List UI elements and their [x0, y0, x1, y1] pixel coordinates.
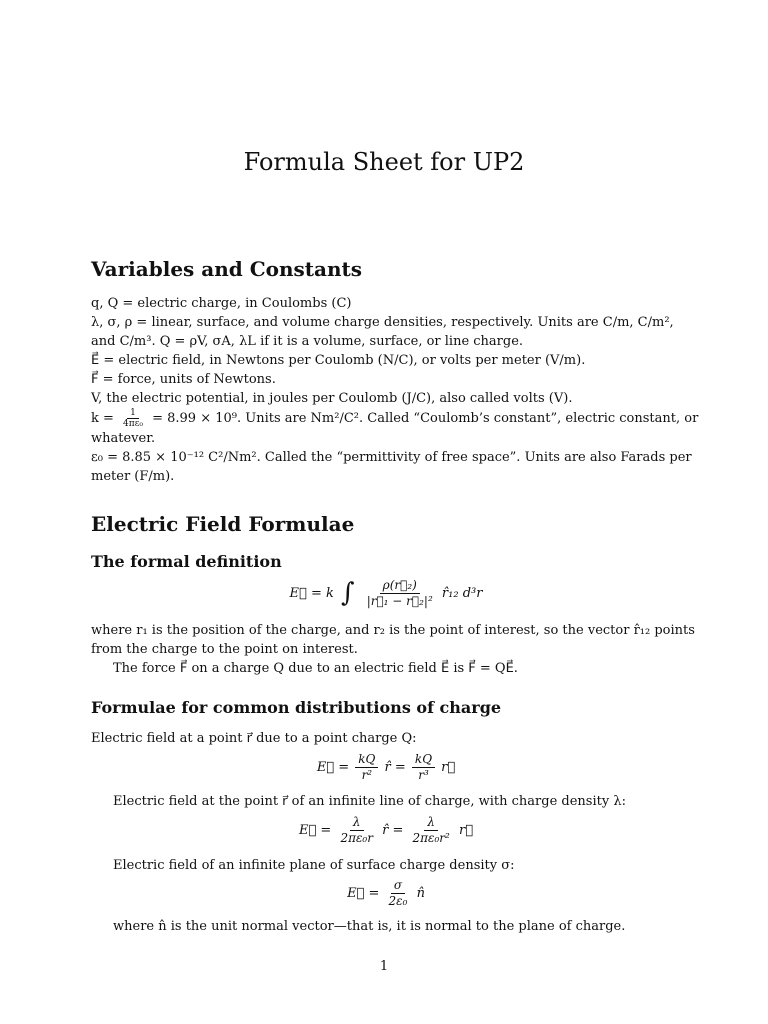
eq-fraction [337, 815, 376, 846]
k-value-text: = 8.99 × 10⁹. Units are Nm²/C². Called “Coulomb’s constant”, electric constant, or [152, 411, 699, 426]
k-fraction-numerator: 1 [127, 408, 139, 419]
eq-numerator: σ [391, 878, 405, 894]
line-charge-text: Electric field at the point r⃗ of an infinite line of charge, with charge density λ: [113, 794, 626, 809]
eq-numerator: ρ(r⃗₂) [380, 578, 420, 594]
text-line: from the charge to the point on interest. [91, 642, 358, 657]
text-line: ε₀ = 8.85 × 10⁻¹² C²/Nm². Called the “permittivity of free space”. Units are also Farads per [91, 450, 692, 465]
subheading-formal-definition: The formal definition [91, 552, 282, 571]
subheading-common-distributions: Formulae for common distributions of charge [91, 698, 502, 717]
coulomb-constant-line [91, 408, 699, 429]
formal-definition-equation [91, 578, 681, 609]
eq-fraction [386, 878, 411, 909]
text-line: and C/m³. Q = ρV, σA, λL if it is a volume, surface, or line charge. [91, 334, 524, 349]
eq-lhs: E⃗ = [299, 823, 332, 838]
eq-fraction [364, 578, 436, 609]
text-line: V, the electric potential, in joules per Coulomb (J/C), also called volts (V). [91, 391, 573, 406]
line-charge-equation [91, 815, 681, 846]
eq-lhs: E⃗ = k [289, 586, 334, 601]
section-heading-variables: Variables and Constants [91, 257, 363, 281]
text-line: q, Q = electric charge, in Coulombs (C) [91, 296, 352, 311]
eq-end: n̂ [416, 886, 425, 901]
section-heading-electric-field: Electric Field Formulae [91, 512, 355, 536]
point-charge-text: Electric field at a point r⃗ due to a point charge Q: [91, 731, 417, 746]
eq-mid: r̂ = [384, 760, 406, 775]
text-line: whatever. [91, 431, 156, 446]
eq-fraction [412, 752, 435, 783]
page-number: 1 [379, 959, 389, 974]
eq-fraction [410, 815, 453, 846]
eq-end: r⃗ [441, 760, 456, 775]
eq-numerator: λ [350, 815, 364, 831]
eq-lhs: E⃗ = [347, 886, 380, 901]
plane-charge-text: Electric field of an infinite plane of surface charge density σ: [113, 858, 515, 873]
eq-denominator: r² [361, 768, 373, 782]
eq-lhs: E⃗ = [316, 760, 350, 775]
text-line: F⃗ = force, units of Newtons. [91, 372, 276, 387]
eq-numerator: kQ [412, 752, 435, 768]
eq-rhs: r̂₁₂ d³r [441, 586, 483, 601]
k-prefix: k = [91, 411, 114, 426]
k-fraction [120, 408, 146, 429]
text-line: E⃗ = electric field, in Newtons per Coulomb (N/C), or volts per meter (V/m). [91, 353, 586, 368]
page-title: Formula Sheet for UP2 [243, 148, 525, 176]
eq-denominator: r³ [418, 768, 429, 782]
eq-numerator: λ [424, 815, 438, 831]
normal-vector-text: where n̂ is the unit normal vector—that is, it is normal to the plane of charge. [113, 919, 626, 934]
eq-fraction [355, 752, 378, 783]
eq-mid: r̂ = [382, 823, 404, 838]
plane-charge-equation [91, 878, 681, 909]
text-line: λ, σ, ρ = linear, surface, and volume charge densities, respectively. Units are C/m, C/m², [91, 315, 674, 330]
eq-denominator: 2πε₀r² [412, 831, 450, 845]
eq-end: r⃗ [458, 823, 473, 838]
text-line: where r₁ is the position of the charge, and r₂ is the point of interest, so the vector r̂₁₂ points [91, 623, 695, 638]
formal-definition-text [91, 621, 695, 678]
variables-paragraph [91, 294, 699, 486]
point-charge-equation [91, 752, 681, 783]
text-line: meter (F/m). [91, 469, 175, 484]
eq-denominator: 2πε₀r [340, 831, 373, 845]
integral-sign: ∫ [341, 578, 355, 608]
k-fraction-denominator: 4πε₀ [123, 419, 143, 429]
eq-denominator: 2ε₀ [388, 894, 408, 908]
eq-denominator: |r⃗₁ − r⃗₂|² [366, 594, 433, 608]
force-line: The force F⃗ on a charge Q due to an electric field E⃗ is F⃗ = QE⃗. [113, 661, 518, 676]
eq-numerator: kQ [355, 752, 378, 768]
